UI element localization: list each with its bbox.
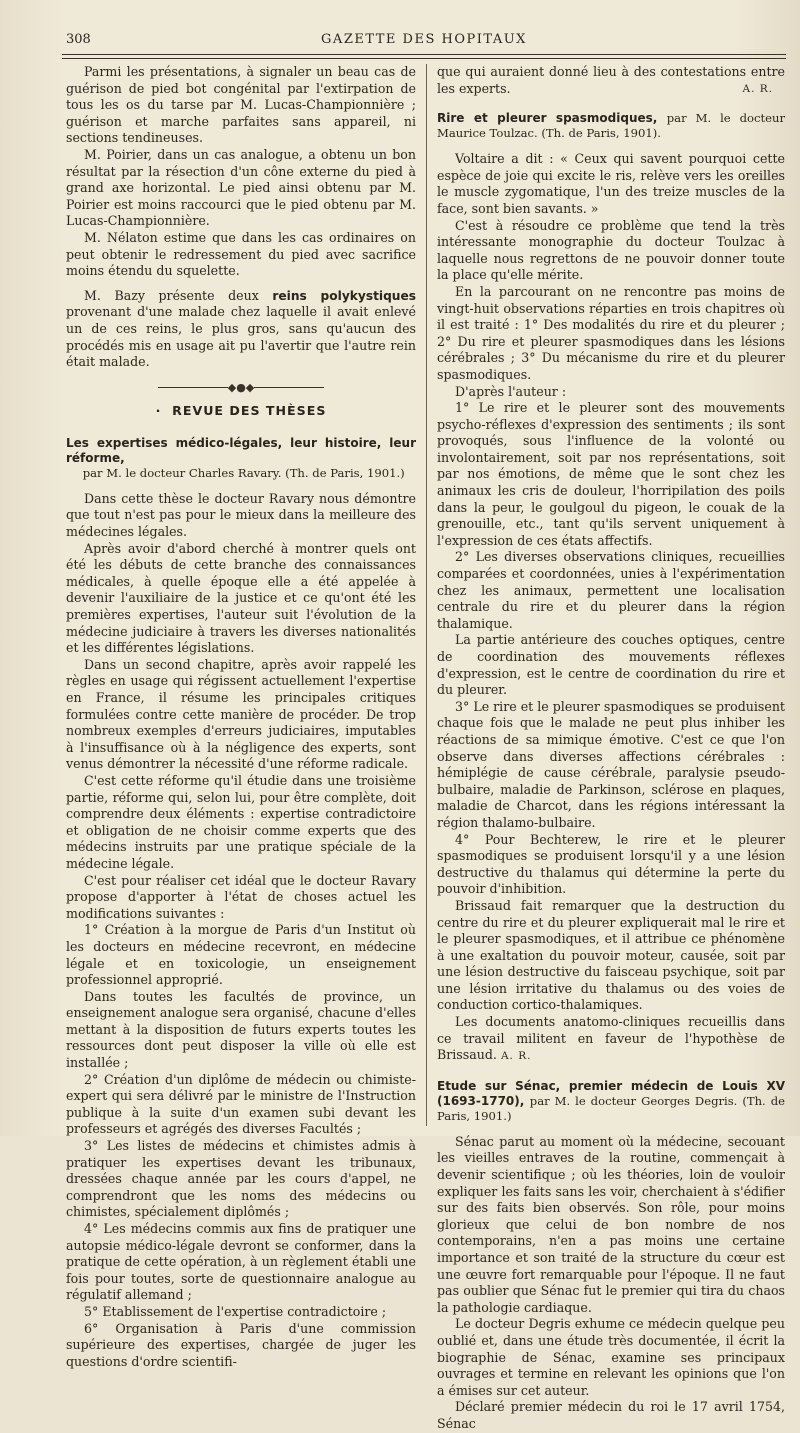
paragraph: Sénac parut au moment où la médecine, secouant les vieilles entraves de la routine, commençait à devenir scientifique ; où les théories, loin de vouloir expliquer les faits sans les voir, cherchaient à s'édifier sur des faits bien observés. Son rôle, pour moins glorieux que celui de bon nombre de nos contemporains, n'en a pas moins une certaine importance et son traité de la structure du cœur est une œuvre fort remarquable pour l'époque. Il ne faut pas oublier que Sénac fut le premier qui tira du chaos la pathologie cardiaque. xyxy=(437,1133,785,1315)
paragraph: Dans un second chapitre, après avoir rappelé les règles en usage qui régissent actuellement l'expertise en France, il résume les principales critiques formulées contre cette manière de procéder. De trop nombreux exemples d'erreurs judiciaires, imputables à l'insuffisance où à la négligence des experts, sont venus démontrer la nécessité d'une réforme radicale. xyxy=(66,656,416,772)
paragraph: 1° Création à la morgue de Paris d'un Institut où les docteurs en médecine recevront, en médecine légale et en toxicologie, un enseignement professionnel approprié. xyxy=(66,922,416,988)
paragraph: C'est à résoudre ce problème que tend la très intéressante monographie du docteur Toulzac à laquelle nous regrettons de ne pouvoir donner toute la place qu'elle mérite. xyxy=(437,217,785,283)
paragraph: La partie antérieure des couches optiques, centre de coordination des mouvements réflexes d'expression, est le centre de coordination du rire et du pleurer. xyxy=(437,632,785,698)
left-column xyxy=(66,64,417,1369)
article-byline: par M. le docteur Maurice Toulzac. (Th. de Paris, 1901). xyxy=(437,111,785,141)
paragraph: 6° Organisation à Paris d'une commission supérieure des expertises, chargée de juger les questions d'ordre scientifi- xyxy=(66,1320,416,1369)
paragraph: Après avoir d'abord cherché à montrer quels ont été les débuts de cette branche des connaissances médicales, à quelle époque elle a été appelée à devenir l'auxiliaire de la justice et ce qu'ont été les premières expertises, l'auteur suit l'évolution de la médecine judiciaire à travers les diverses nationalités et les différentes législations. xyxy=(66,540,416,656)
article-title xyxy=(437,111,785,141)
paragraph: C'est cette réforme qu'il étudie dans une troisième partie, réforme qui, selon lui, pour être complète, doit comprendre deux éléments : expertise contradictoire et obligation de ne choisir comme experts que des médecins instruits par une pratique spéciale de la médecine légale. xyxy=(66,772,416,871)
page-header xyxy=(62,30,786,52)
paragraph: 5° Etablissement de l'expertise contradictoire ; xyxy=(84,1303,387,1319)
article-title-text: Rire et pleurer spasmodiques, xyxy=(437,111,658,126)
paragraph: Le docteur Degris exhume ce médecin quelque peu oublié et, dans une étude très documentée, il écrit la biographie de Sénac, examine ses principaux ouvrages et termine en relevant les opinions que l'on a émises sur cet auteur. xyxy=(437,1316,785,1398)
paragraph-brissaud xyxy=(437,1014,785,1065)
paragraph: M. Poirier, dans un cas analogue, a obtenu un bon résultat par la résection d'un cône externe du pied à grand axe horizontal. Le pied ainsi obtenu par M. Poirier est moins raccourci que le pied obtenu par M. Lucas-Championnière. xyxy=(66,146,416,229)
bold-term: reins polykystiques xyxy=(272,288,417,303)
article-title-text: Les expertises médico-légales, leur histoire, leur réforme, xyxy=(66,435,416,465)
text: provenant d'une malade chez laquelle il avait enlevé un de ces reins, le plus gros, sans qu'aucun des procédés mis en usage ait pu l'avertir que l'autre rein était malade. xyxy=(66,304,416,370)
text: Les documents anatomo-cliniques recueillis dans ce travail militent en faveur de l'hypothèse de Brissaud. xyxy=(437,1014,785,1063)
article-title-text: Etude sur Sénac, premier médecin de Louis XV (1693-1770), xyxy=(437,1078,785,1108)
paragraph: 3° Les listes de médecins et chimistes admis à pratiquer les expertises devant les tribunaux, dressées chaque année par les cours d'appel, ne comprendront que les noms des médecins ou chimistes, spécialement diplômés ; xyxy=(66,1138,416,1220)
text: M. Bazy présente deux xyxy=(84,287,273,303)
paragraph: 1° Le rire et le pleurer sont des mouvements psycho-réflexes d'expression des sentiments ; ils sont provoqués, sous l'influence de la volonté ou involontairement, soit par nos représentations, soit par nos émotions, de même que le sont chez les animaux les cris de douleur, l'horripilation des poils dans la peur, le goulgoul du pigeon, le couak de la grenouille, etc., tant qu'ils servent uniquement à l'expression de ces états affectifs. xyxy=(437,400,785,548)
paragraph: Parmi les présentations, à signaler un beau cas de guérison de pied bot congénital par l'extirpation de tous les os du tarse par M. Lucas-Championnière ; guérison et marche parfaites sans appareil, ni sections tendineuses. xyxy=(66,64,416,146)
paragraph-bazy xyxy=(66,288,416,371)
section-title: · REVUE DES THÈSES xyxy=(155,403,327,419)
paragraph: 2° Les diverses observations cliniques, recueillies comparées et coordonnées, unies à l'expérimentation chez les animaux, permettent une localisation centrale du rire et du pleurer dans la région thalamique. xyxy=(437,549,785,631)
paragraph: Voltaire a dit : « Ceux qui savent pourquoi cette espèce de joie qui excite le ris, relève vers les oreilles le muscle zygomatique, l'un des treize muscles de la face, sont bien savants. » xyxy=(437,151,785,216)
text: que qui auraient donné lieu à des contestations entre les experts. xyxy=(437,64,785,96)
paragraph-continued xyxy=(437,64,785,97)
page-number: 308 xyxy=(66,32,91,47)
article-title xyxy=(437,1079,785,1124)
column-separator xyxy=(426,64,427,1126)
paragraph: Brissaud fait remarquer que la destruction du centre du rire et du pleurer expliquerait mal le rire et le pleurer spasmodiques, et il attribue ce phénomène à une exaltation du pouvoir moteur, causée, soit par une lésion destructive du faisceau psychique, soit par une lésion irritative du thalamus ou des voies de conduction cortico-thalamiques. xyxy=(437,897,785,1013)
article-byline: par M. le docteur Georges Degris. (Th. de Paris, 1901.) xyxy=(437,1093,785,1123)
signature: A. R. xyxy=(742,82,773,95)
paragraph: En la parcourant on ne rencontre pas moins de vingt-huit observations réparties en trois chapitres où il est traité : 1° Des modalités du rire et du pleurer ; 2° Du rire et pleurer spasmodiques dans les lésions cérébrales ; 3° Du mécanisme du rire et du pleurer spasmodiques. xyxy=(437,283,785,382)
signature: A. R. xyxy=(500,1050,532,1063)
right-column xyxy=(437,64,785,1431)
paragraph: C'est pour réaliser cet idéal que le docteur Ravary propose d'apporter à l'état de choses actuel les modifications suivantes : xyxy=(66,872,416,921)
paragraph: Dans cette thèse le docteur Ravary nous démontre que tout n'est pas pour le mieux dans la meilleure des médecines légales. xyxy=(66,490,416,540)
header-rule xyxy=(62,54,786,59)
paragraph: D'après l'auteur : xyxy=(455,383,567,399)
paragraph: 4° Pour Bechterew, le rire et le pleurer spasmodiques se produisent lorsqu'il y a une lésion destructive du thalamus qui détermine la perte du pouvoir d'inhibition. xyxy=(437,831,785,897)
paragraph: M. Nélaton estime que dans les cas ordinaires on peut obtenir le redressement du pied avec sacrifice moins étendu du squelette. xyxy=(66,229,416,279)
section-title-text: REVUE DES THÈSES xyxy=(172,403,327,419)
journal-title: GAZETTE DES HOPITAUX xyxy=(321,32,527,47)
article-title xyxy=(66,436,416,481)
section-divider: ◆●◆ xyxy=(66,380,416,397)
paragraph: 4° Les médecins commis aux fins de pratiquer une autopsie médico-légale devront se conformer, dans la pratique de cette opération, à un règlement établi une fois pour toutes, sorte de questionnaire analogue au régulatif allemand ; xyxy=(66,1221,416,1303)
paragraph: Déclaré premier médecin du roi le 17 avril 1754, Sénac xyxy=(437,1399,785,1431)
paragraph: 3° Le rire et le pleurer spasmodiques se produisent chaque fois que le malade ne peut plus inhiber les réactions de sa mimique émotive. C'est ce que l'on observe dans diverses affections cérébrales : hémiplégie de cause cérébrale, paralysie pseudo-bulbaire, maladie de Parkinson, sclérose en plaques, maladie de Charcot, dans les régions intéressant la région thalamo-bulbaire. xyxy=(437,698,785,830)
article-byline: par M. le docteur Charles Ravary. (Th. de Paris, 1901.) xyxy=(82,465,405,480)
paragraph: 2° Création d'un diplôme de médecin ou chimiste-expert qui sera délivré par le ministre de l'Instruction publique à la suite d'un examen subi devant les professeurs et agrégés des diverses Facultés ; xyxy=(66,1071,416,1137)
paragraph: Dans toutes les facultés de province, un enseignement analogue sera organisé, chacune d'elles mettant à la disposition de futurs experts toutes les ressources dont peut disposer la ville où elle est installée ; xyxy=(66,988,416,1071)
